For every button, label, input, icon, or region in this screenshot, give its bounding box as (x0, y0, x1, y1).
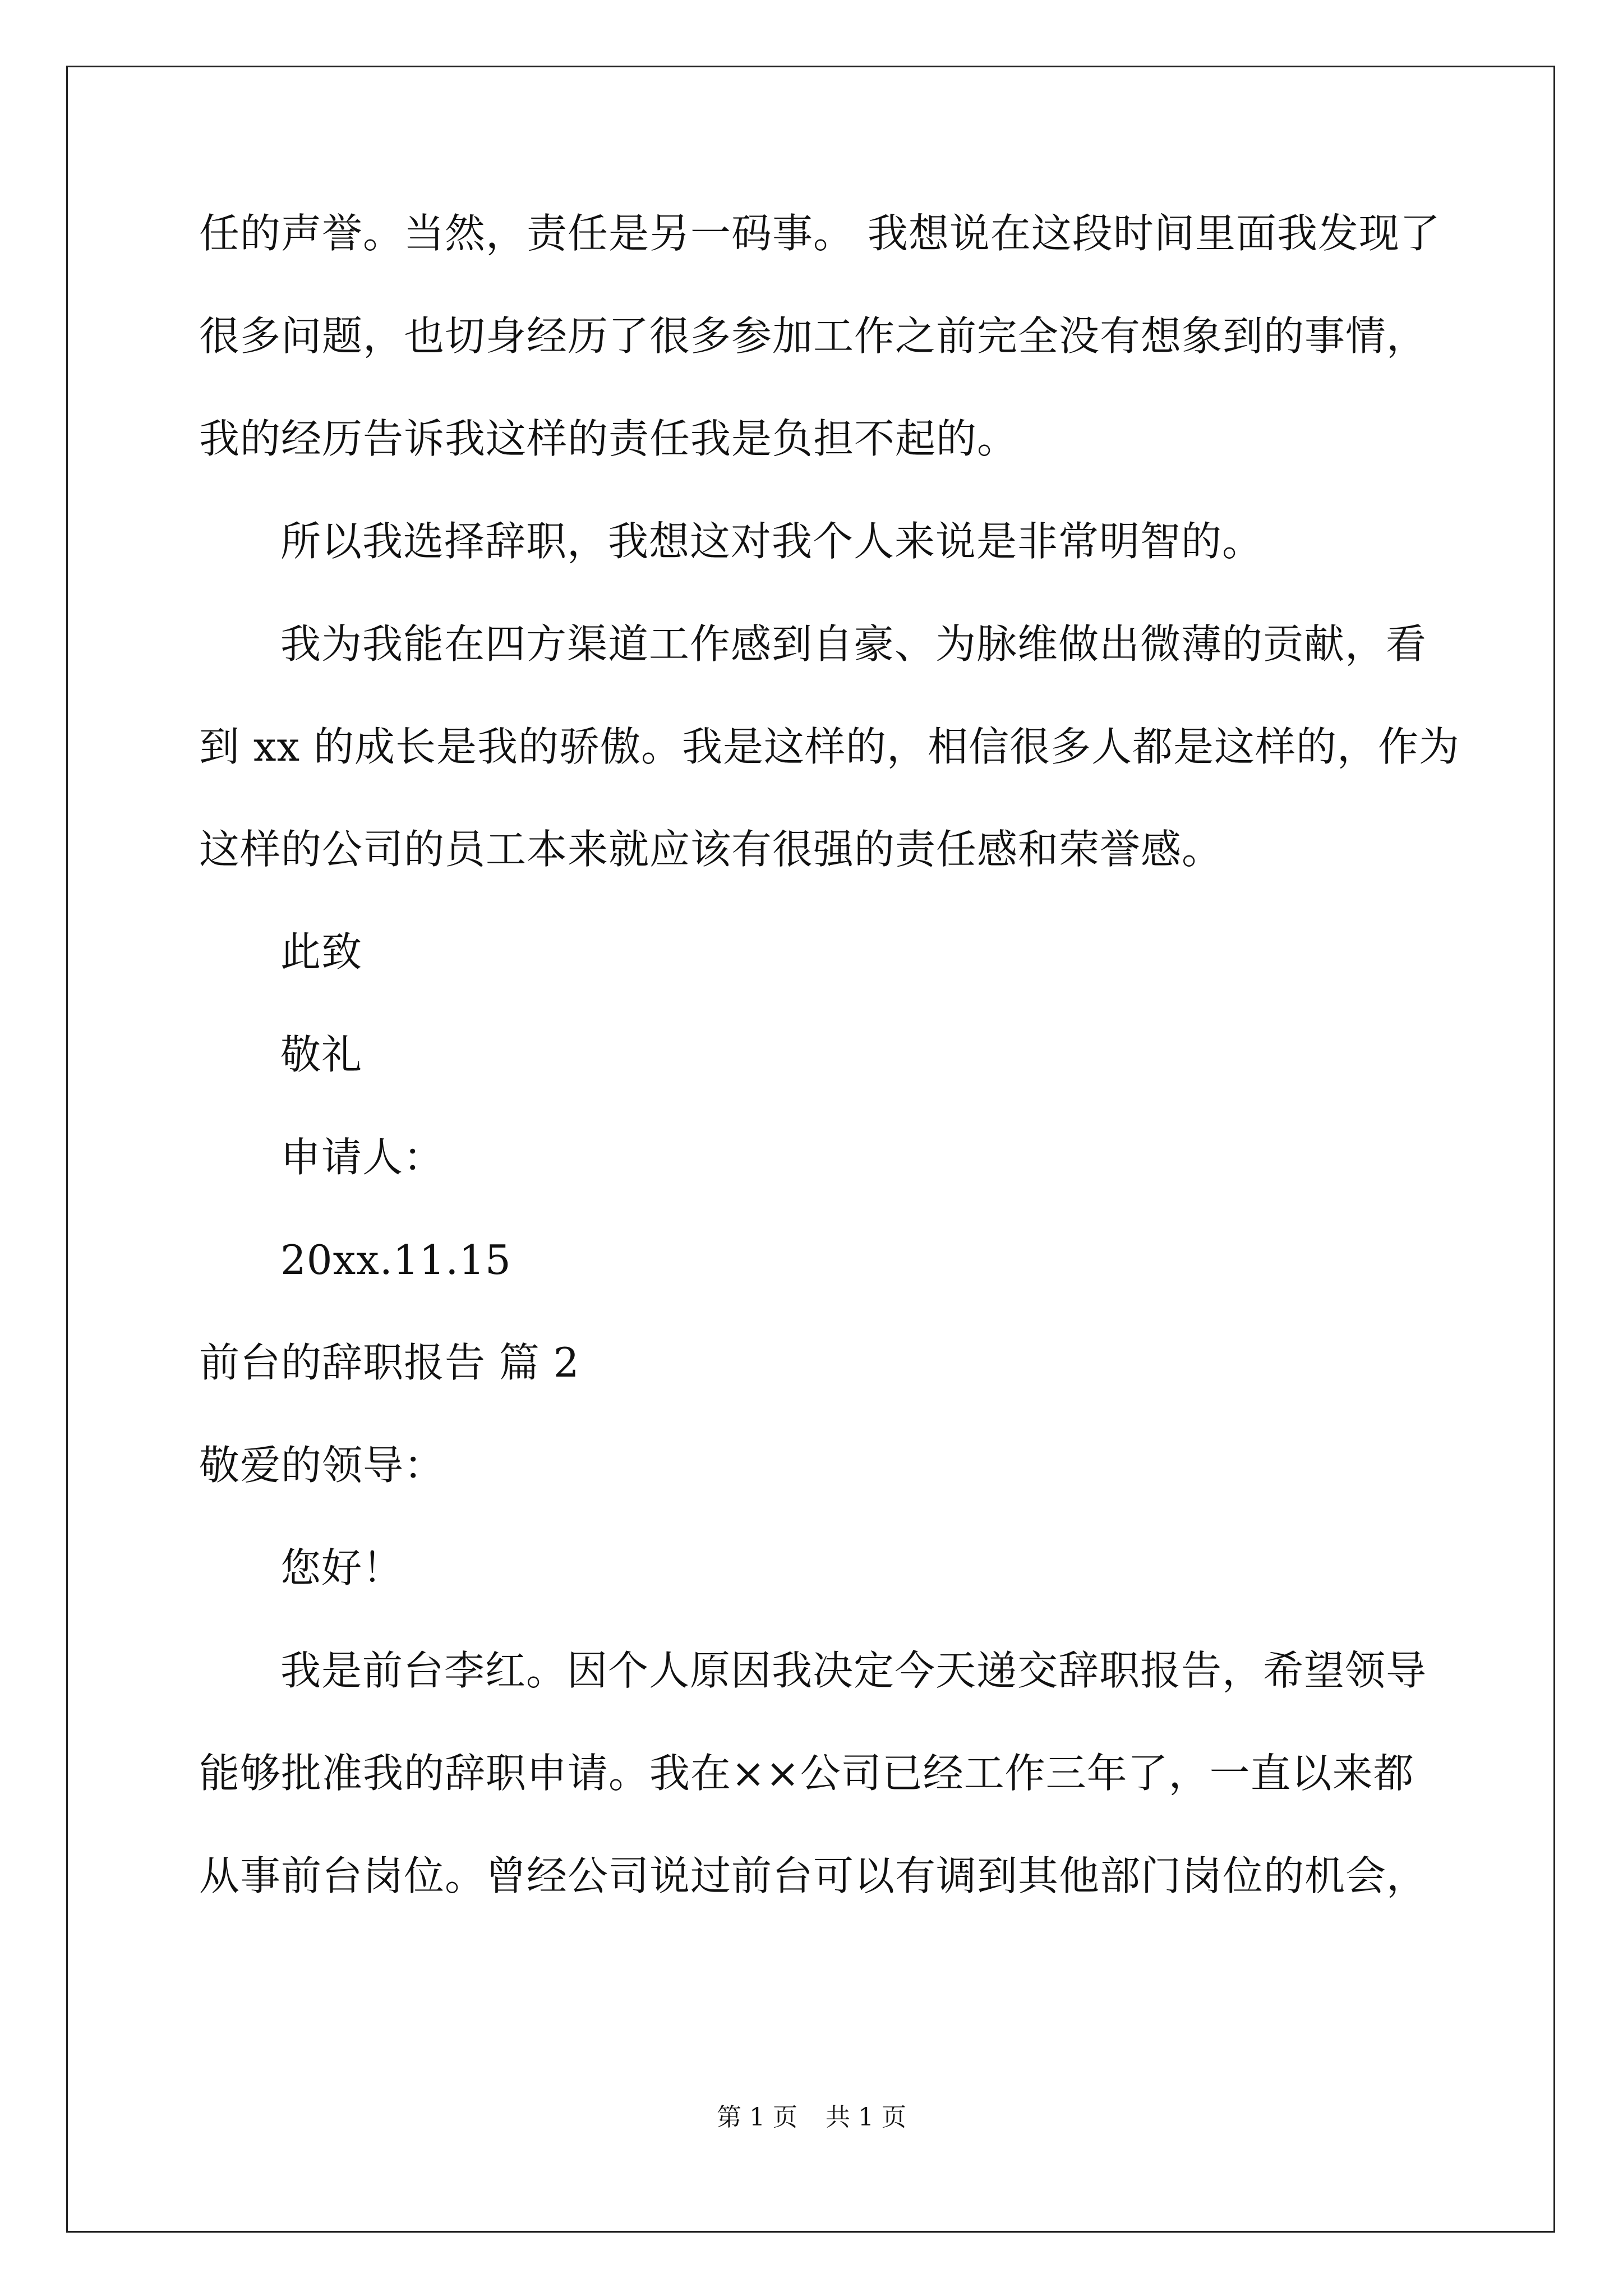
paragraph-line: 能够批准我的辞职申请。我在××公司已经工作三年了，一直以来都 (199, 1750, 1414, 1797)
page-footer (0, 2097, 1623, 2133)
section-heading: 前台的辞职报告 篇 2 (199, 1339, 580, 1386)
letter-date: 20xx.11.15 (280, 1236, 511, 1283)
paragraph-line: 从事前台岗位。曾经公司说过前台可以有调到其他部门岗位的机会， (199, 1852, 1428, 1899)
paragraph-line: 这样的公司的员工本来就应该有很强的责任感和荣誉感。 (199, 826, 1223, 873)
closing-regards: 敬礼 (280, 1031, 363, 1078)
paragraph-line: 我的经历告诉我这样的责任我是负担不起的。 (199, 415, 1018, 462)
paragraph-line: 很多问题，也切身经历了很多参加工作之前完全没有想象到的事情， (199, 312, 1428, 360)
greeting: 敬爱的领导： (199, 1442, 445, 1489)
paragraph-line: 我为我能在四方渠道工作感到自豪、为脉维做出微薄的贡献，看 (280, 620, 1427, 668)
applicant-label: 申请人： (280, 1134, 445, 1181)
paragraph-line: 所以我选择辞职，我想这对我个人来说是非常明智的。 (280, 518, 1264, 565)
closing-salutation: 此致 (280, 928, 363, 976)
paragraph-line: 到 xx 的成长是我的骄傲。我是这样的，相信很多人都是这样的，作为 (199, 723, 1460, 770)
page-number-current: 第 1 页 (717, 2103, 797, 2132)
paragraph-line: 我是前台李红。因个人原因我决定今天递交辞职报告，希望领导 (280, 1647, 1427, 1694)
paragraph-line: 任的声誉。当然，责任是另一码事。 我想说在这段时间里面我发现了 (199, 210, 1441, 257)
greeting-hello: 您好！ (280, 1544, 404, 1591)
page-number-total: 共 1 页 (826, 2103, 906, 2132)
